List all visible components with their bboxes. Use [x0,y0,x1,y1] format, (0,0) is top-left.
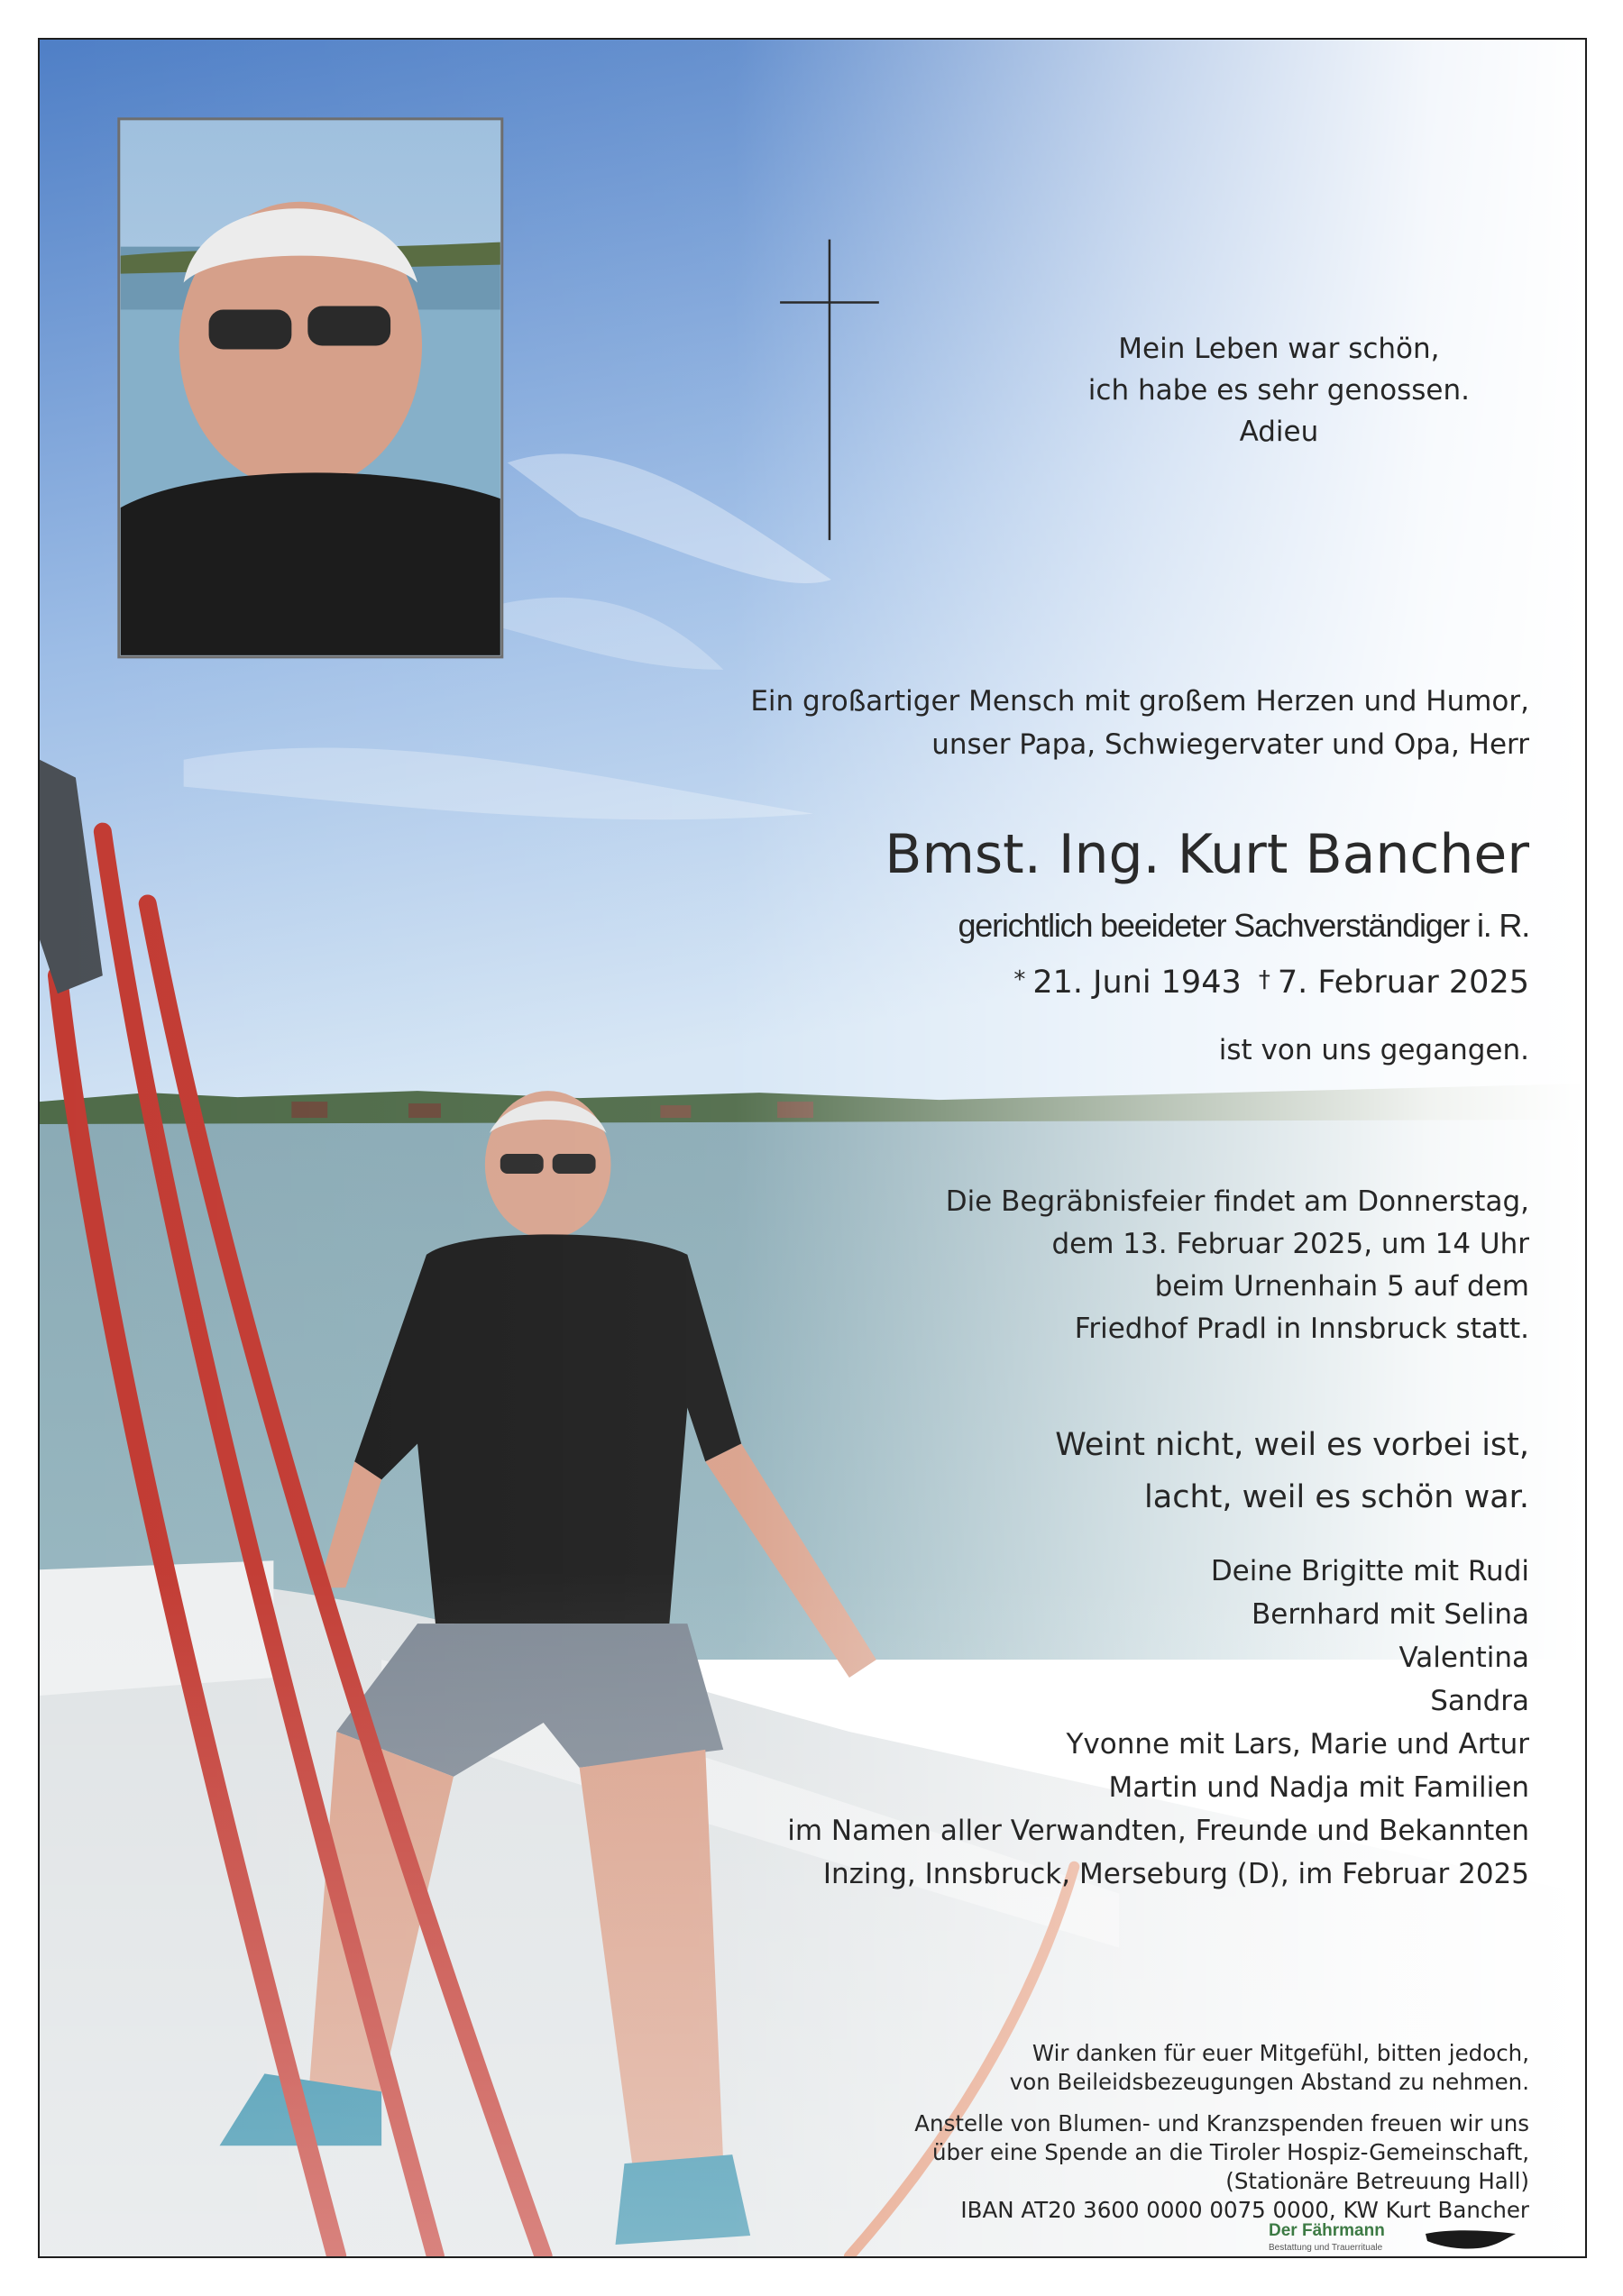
birth-star-icon: * [1013,966,1026,993]
mourners-list [787,1550,1529,1896]
thanks-note [1010,2039,1529,2097]
donation-note [914,2109,1529,2225]
thanks-line: von Beileidsbezeugungen Abstand zu nehmen. [1009,2069,1529,2095]
funeral-info [946,1181,1529,1350]
mourner-line: Bernhard mit Selina [1251,1598,1529,1631]
death-cross-icon: † [1258,966,1270,993]
boat-brush-icon [1424,2227,1518,2252]
donation-line: über eine Spende an die Tiroler Hospiz-Gemeinschaft, [931,2139,1529,2165]
logo-name: Der Fährmann [1269,2221,1385,2240]
mourner-line: im Namen aller Verwandten, Freunde und Bekannten [787,1815,1529,1847]
intro-line: unser Papa, Schwiegervater und Opa, Herr [931,728,1529,761]
donation-line: (Stationäre Betreuung Hall) [1225,2168,1529,2194]
mourner-line: Martin und Nadja mit Familien [1108,1771,1529,1804]
quote-line: Mein Leben war schön, [1118,333,1440,365]
death-date: 7. Februar 2025 [1277,965,1529,1001]
mourner-line: Yvonne mit Lars, Marie und Artur [1066,1728,1529,1761]
birth-date: 21. Juni 1943 [1032,965,1242,1001]
funeral-line: Friedhof Pradl in Innsbruck statt. [1074,1313,1529,1345]
portrait-photo [119,119,502,657]
funeral-line: Die Begräbnisfeier findet am Donnerstag, [945,1185,1529,1218]
quote-line: ich habe es sehr genossen. [1087,374,1470,407]
mourner-line: Inzing, Innsbruck, Merseburg (D), im Februar 2025 [822,1858,1529,1890]
mourner-line: Valentina [1398,1642,1529,1674]
donation-line: Anstelle von Blumen- und Kranzspenden freuen wir uns [914,2110,1529,2136]
logo-tagline: Bestattung und Trauerrituale [1269,2243,1383,2253]
funeral-home-logo [1269,2221,1521,2257]
passed-away-text: ist von uns gegangen. [1218,1034,1529,1066]
funeral-line: dem 13. Februar 2025, um 14 Uhr [1051,1228,1529,1260]
donation-line: IBAN AT20 3600 0000 0075 0000, KW Kurt Bancher [960,2197,1529,2223]
intro-line: Ein großartiger Mensch mit großem Herzen und Humor, [750,685,1529,718]
quote-line: Adieu [1239,416,1319,448]
funeral-line: beim Urnenhain 5 auf dem [1154,1270,1529,1303]
deceased-name: Bmst. Ing. Kurt Bancher [885,823,1529,886]
mourner-line: Sandra [1430,1685,1529,1717]
motto-line: lacht, weil es schön war. [1144,1479,1529,1515]
thanks-line: Wir danken für euer Mitgefühl, bitten jedoch, [1032,2040,1529,2066]
deceased-profession: gerichtlich beeideter Sachverständiger i. R. [958,907,1529,944]
memorial-quote [1088,328,1470,453]
intro-text [750,680,1529,766]
mourner-line: Deine Brigitte mit Rudi [1210,1555,1529,1587]
life-dates [1006,959,1529,1003]
motto-line: Weint nicht, weil es vorbei ist, [1055,1427,1529,1463]
motto [1055,1419,1529,1523]
obituary-card [38,38,1587,2258]
